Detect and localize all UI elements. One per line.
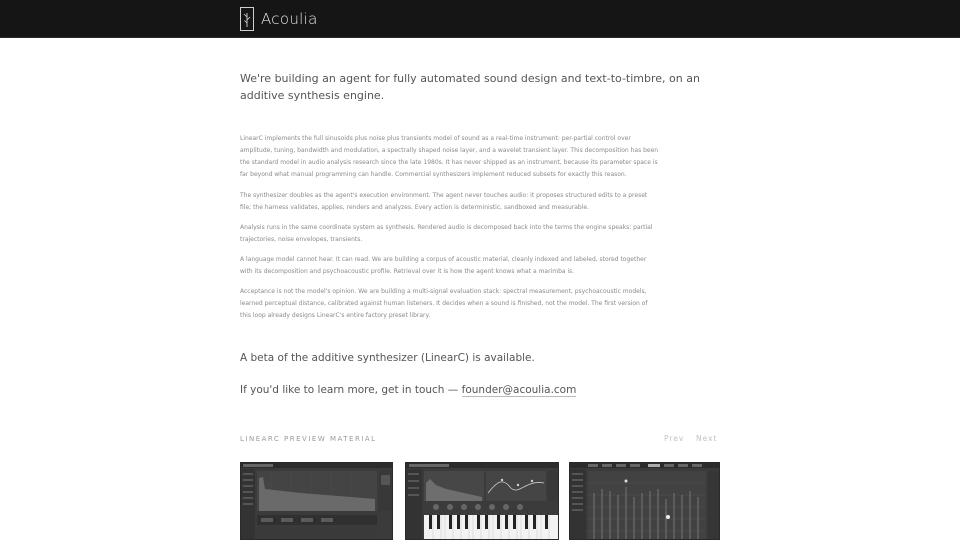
synth-screenshot-image xyxy=(570,463,720,540)
preview-thumbnail-3[interactable] xyxy=(569,462,720,540)
intro-text: We're building an agent for fully automated sound design and text-to-timbre, on an additive synthesis engine. xyxy=(240,72,700,102)
plant-sprig-icon xyxy=(240,7,254,31)
brand-name: Acoulia xyxy=(261,10,318,28)
gallery-label: LINEARC PREVIEW MATERIAL xyxy=(240,435,377,443)
top-navigation-bar xyxy=(0,0,960,38)
synth-screenshot-image xyxy=(241,463,393,540)
preview-thumbnail-2[interactable] xyxy=(405,462,559,540)
contact-prefix: If you'd like to learn more, get in touch — xyxy=(240,384,462,396)
synth-screenshot-image xyxy=(406,463,559,540)
preview-thumbnail-1[interactable] xyxy=(240,462,393,540)
paragraph: Acceptance is not the model's opinion. We are building a multi-signal evaluation stack: spectral measurement, psychoacoustic models, learned perceptual distance, calibrated against human listeners. It decides when a sound is finished, not the model. The first version of this loop already designs LinearC's entire factory preset library. xyxy=(240,288,648,319)
brand-link[interactable] xyxy=(240,6,318,32)
beta-announcement: A beta of the additive synthesizer (LinearC) is available. xyxy=(240,352,535,364)
email-link[interactable]: founder@acoulia.com xyxy=(461,384,577,396)
paragraph: Analysis runs in the same coordinate system as synthesis. Rendered audio is decomposed back into the terms the engine speaks: partial trajectories, noise envelopes, transients. xyxy=(240,224,653,243)
contact-line xyxy=(240,384,576,396)
paragraph: A language model cannot hear. It can read. We are building a corpus of acoustic material, cleanly indexed and labeled, stored together with its decomposition and psychoacoustic profile. Retrieval over it is how the agent knows what a marimba is. xyxy=(240,256,647,275)
paragraph: The synthesizer doubles as the agent's execution environment. The agent never touches audio: it proposes structured edits to a preset file; the harness validates, applies, renders and analyzes. Every action is deterministic, sandboxed and measurable. xyxy=(240,192,648,211)
prev-button[interactable]: Prev xyxy=(664,434,685,443)
next-button[interactable]: Next xyxy=(696,434,718,443)
paragraph: LinearC implements the full sinusoids plus noise plus transients model of sound as a real-time instrument: per-partial control over amplitude, tuning, bandwidth and modulation, a spectrally shaped noise layer, and a wavelet transient layer. This decomposition has been the standard model in audio analysis research since the late 1980s. It has never shipped as an instrument, because its parameter space is far beyond what manual programming can handle. Commercial synthesizers implement reduced subsets for exactly this reason. xyxy=(240,135,659,178)
